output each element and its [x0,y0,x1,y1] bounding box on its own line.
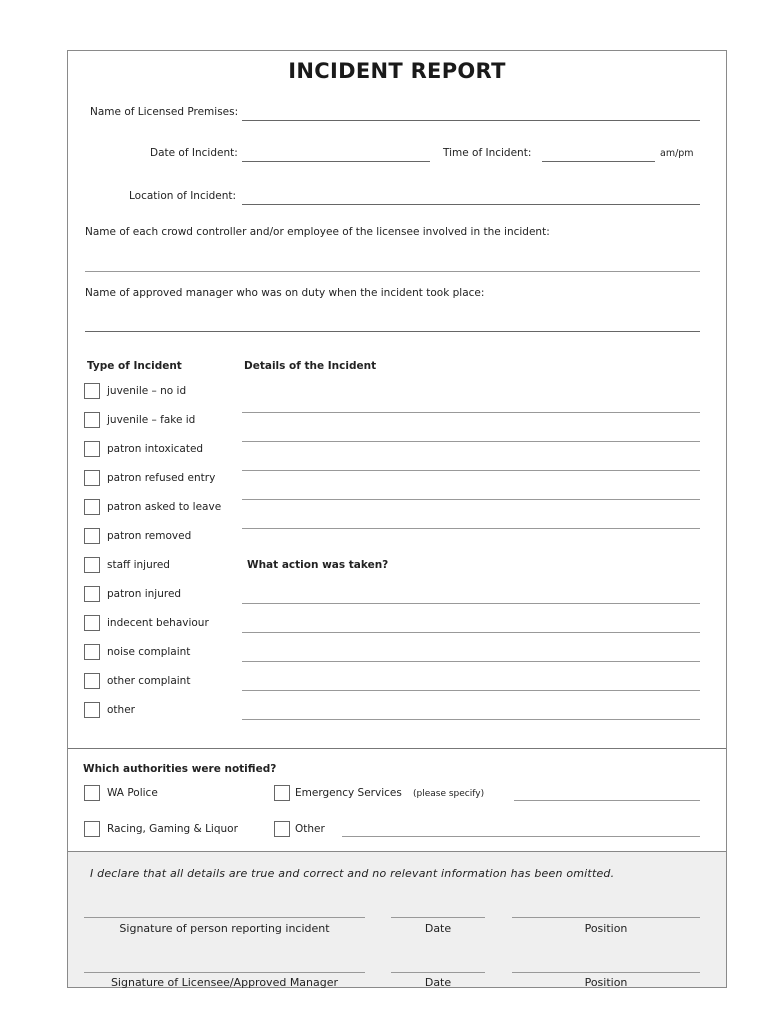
crowd-controller-label: Name of each crowd controller and/or employee of the licensee involved in the incident: [85,226,550,238]
action-line[interactable] [242,719,700,720]
position-label-1: Position [584,922,628,935]
signature-reporter-line[interactable] [84,917,365,918]
checkbox-staff-injured[interactable] [84,557,100,573]
manager-field[interactable] [85,331,700,332]
checkbox-label: Other [295,823,325,835]
position-line-1[interactable] [512,917,700,918]
checkbox-wa-police[interactable] [84,785,100,801]
location-field[interactable] [242,204,700,205]
checkbox-other-complaint[interactable] [84,673,100,689]
date-label-1: Date [424,922,452,935]
date-line-1[interactable] [391,917,485,918]
checkbox-label: indecent behaviour [107,617,209,629]
checkbox-label: patron asked to leave [107,501,222,513]
details-line[interactable] [242,528,700,529]
authorities-heading: Which authorities were notified? [83,763,277,775]
crowd-controller-field[interactable] [85,271,700,272]
checkbox-patron-refused-entry[interactable] [84,470,100,486]
premises-label: Name of Licensed Premises: [90,106,239,118]
checkbox-label: other complaint [107,675,191,687]
checkbox-patron-injured[interactable] [84,586,100,602]
checkbox-label: patron intoxicated [107,443,204,455]
checkbox-emergency-services[interactable] [274,785,290,801]
checkbox-juvenile-fake-id[interactable] [84,412,100,428]
checkbox-noise-complaint[interactable] [84,644,100,660]
checkbox-label: other [107,704,135,716]
checkbox-patron-removed[interactable] [84,528,100,544]
position-line-2[interactable] [512,972,700,973]
details-line[interactable] [242,499,700,500]
details-line[interactable] [242,441,700,442]
checkbox-label: patron removed [107,530,192,542]
other-authority-field[interactable] [342,836,700,837]
checkbox-juvenile-no-id[interactable] [84,383,100,399]
checkbox-other-authority[interactable] [274,821,290,837]
position-label-2: Position [584,976,628,989]
action-line[interactable] [242,661,700,662]
checkbox-label: WA Police [107,787,158,799]
details-heading: Details of the Incident [244,360,377,372]
checkbox-other[interactable] [84,702,100,718]
details-line[interactable] [242,412,700,413]
emergency-specify-field[interactable] [514,800,700,801]
checkbox-label: staff injured [107,559,170,571]
declaration-section [68,851,726,987]
section-divider [68,748,726,749]
time-field[interactable] [542,161,655,162]
checkbox-label: Racing, Gaming & Liquor [107,823,238,835]
please-specify-note: (please specify) [413,789,485,799]
checkbox-label: Emergency Services [295,787,402,799]
checkbox-label: patron injured [107,588,182,600]
checkbox-label: juvenile – no id [107,385,187,397]
incident-report-form [67,50,727,988]
date-label-2: Date [424,976,452,989]
signature-licensee-line[interactable] [84,972,365,973]
date-label: Date of Incident: [150,147,238,159]
signature-licensee-label: Signature of Licensee/Approved Manager [110,976,339,989]
checkbox-indecent-behaviour[interactable] [84,615,100,631]
action-line[interactable] [242,632,700,633]
details-line[interactable] [242,470,700,471]
manager-label: Name of approved manager who was on duty when the incident took place: [85,287,485,299]
date-line-2[interactable] [391,972,485,973]
date-field[interactable] [242,161,430,162]
action-heading: What action was taken? [247,559,389,571]
checkbox-racing-gaming-liquor[interactable] [84,821,100,837]
premises-field[interactable] [242,120,700,121]
ampm-label: am/pm [660,148,694,159]
action-line[interactable] [242,603,700,604]
time-label: Time of Incident: [443,147,532,159]
checkbox-patron-intoxicated[interactable] [84,441,100,457]
location-label: Location of Incident: [129,190,237,202]
signature-reporter-label: Signature of person reporting incident [119,922,330,935]
action-line[interactable] [242,690,700,691]
checkbox-label: noise complaint [107,646,191,658]
page-title: INCIDENT REPORT [288,59,506,83]
declaration-statement: I declare that all details are true and correct and no relevant information has been omitted. [90,867,615,880]
type-of-incident-heading: Type of Incident [87,360,182,372]
checkbox-label: patron refused entry [107,472,216,484]
checkbox-patron-asked-to-leave[interactable] [84,499,100,515]
checkbox-label: juvenile – fake id [107,414,196,426]
